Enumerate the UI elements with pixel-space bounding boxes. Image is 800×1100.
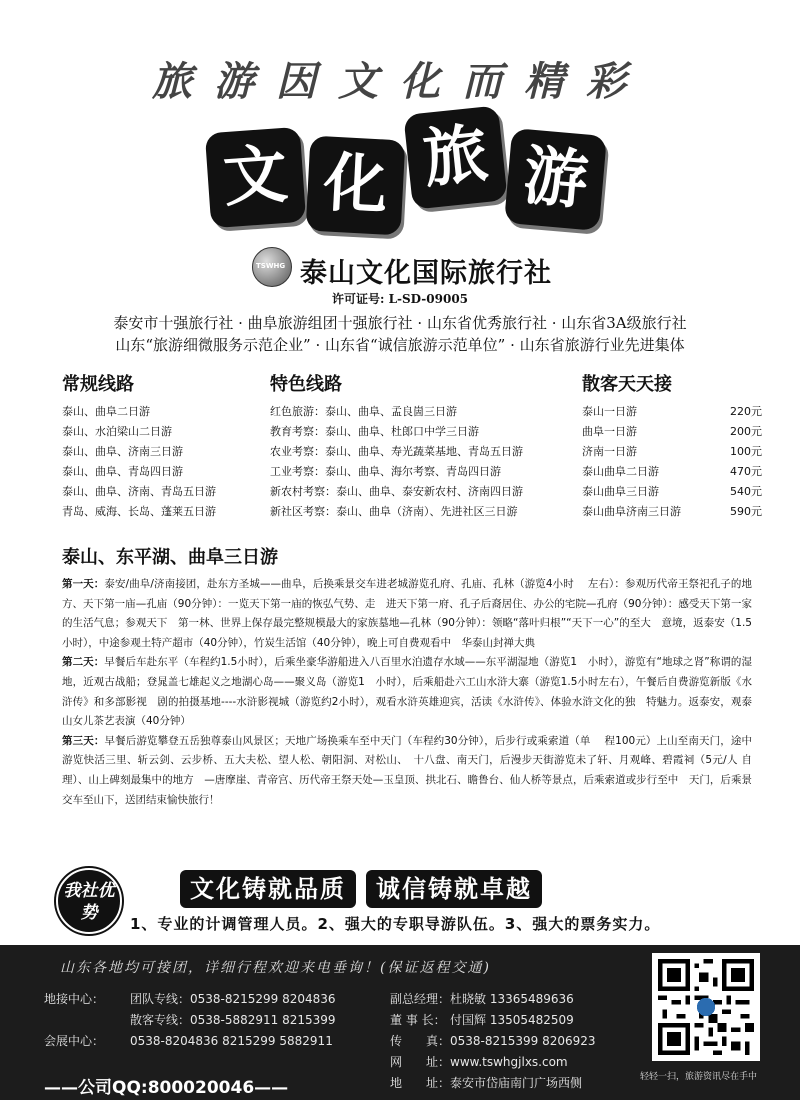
footer-intro: 山东各地均可接团，详细行程欢迎来电垂询！(保证返程交通) (60, 960, 491, 976)
itinerary-body (62, 575, 752, 810)
daily-tours (582, 370, 762, 522)
tour-price: 220元 (730, 405, 762, 418)
day-text: 早餐后车赴东平（车程约1.5小时），后乘坐豪华游船进入八百里水泊遗存水域——东平湖湿地（游览1 小时），游览有“地球之肾”称谓的湿地，近观古战船；登晁盖七雄起义之地湖心岛——聚义岛（游览1 小时），后乘船赴六工山水浒大寨（游览1.5小时左右），午餐后自费游览新版《水浒传》和多部影视 剧的拍摄基地----水浒影视城（游览约2小时），观看水浒英雄迎宾，活读《水浒传》、体验水浒文化的独 特魅力。返泰安，观泰山女儿茶艺表演（40分钟） (62, 656, 752, 728)
company-qq: ——公司QQ:800020046—— (44, 1078, 289, 1098)
contact-row (390, 1010, 596, 1031)
contact-row (390, 989, 596, 1010)
agency-name: 泰山文化国际旅行社 (300, 258, 552, 289)
list-item: 泰山、曲阜、济南三日游 (62, 445, 183, 458)
day-label: 第二天： (62, 656, 105, 669)
contact-value: 散客专线：0538-5882911 8215399 (130, 1013, 336, 1027)
tour-price: 100元 (730, 445, 762, 458)
tour-name: 曲阜一日游 (582, 425, 637, 438)
contact-label: 会展中心： (44, 1034, 105, 1048)
list-item: 泰山、曲阜二日游 (62, 405, 150, 418)
honors-line-1: 泰安市十强旅行社 · 曲阜旅游组团十强旅行社 · 山东省优秀旅行社 · 山东省3A级旅行社 (113, 314, 687, 332)
regular-routes (62, 370, 262, 522)
contact-value: 0538-8204836 8215299 5882911 (130, 1034, 333, 1048)
motto-left: 文化铸就品质 (180, 870, 356, 908)
title-char-3: 旅 (403, 105, 507, 209)
management-contacts (390, 989, 596, 1094)
tour-name: 泰山曲阜二日游 (582, 465, 659, 478)
title-char-4: 游 (504, 128, 607, 231)
list-item: 教育考察：泰山、曲阜、杜郎口中学三日游 (270, 425, 479, 438)
qr-caption: 轻轻一扫，旅游资讯尽在手中 (640, 1072, 758, 1082)
contact-label: 传 真： (390, 1034, 451, 1048)
contact-label: 地接中心： (44, 992, 105, 1006)
list-item: 红色旅游：泰山、曲阜、孟良崮三日游 (270, 405, 457, 418)
footer (0, 945, 800, 1100)
contact-label: 网 址： (390, 1055, 451, 1069)
contact-row (390, 1052, 596, 1073)
day-label: 第一天： (62, 578, 105, 590)
contact-centers (44, 989, 336, 1052)
contact-row (390, 1031, 596, 1052)
motto (180, 870, 542, 908)
contact-row (44, 1031, 336, 1052)
tour-name: 泰山曲阜济南三日游 (582, 505, 681, 518)
tour-name: 泰山一日游 (582, 405, 637, 418)
price-row (582, 442, 762, 462)
honors (0, 312, 800, 356)
day-text: 泰安/曲阜/济南接团，赴东方圣城——曲阜，后换乘景交车进老城游览孔府、孔庙、孔林（游览4小时 左右）：参观历代帝王祭祀孔子的地方、天下第一庙—孔庙（90分钟）：一览天下第一庙的恢弘气势、走 进天下第一府、孔子后裔居住、办公的宅院—孔府（90分钟）：感受天下第一家的生活气息；参观天下 第一林、世界上保存最完整规模最大的家族墓地—孔林（90分钟）：领略“落叶归根”“天下一心”的至大 意境，返泰安（1.5小时），中途参观土特产超市（40分钟），竹炭生活馆（40分钟），晚上可自费观看中 华泰山封禅大典 (62, 578, 752, 649)
honors-line-2: 山东“旅游细微服务示范企业” · 山东省“诚信旅游示范单位” · 山东省旅游行业先进集体 (115, 336, 685, 354)
tour-name: 济南一日游 (582, 445, 637, 458)
list-item: 新社区考察：泰山、曲阜（济南）、先进社区三日游 (270, 505, 518, 518)
list-item: 青岛、威海、长岛、蓬莱五日游 (62, 505, 216, 518)
title-char-2: 化 (306, 136, 406, 236)
list-item: 泰山、水泊梁山二日游 (62, 425, 172, 438)
contact-label: 副总经理： (390, 992, 451, 1006)
price-row (582, 462, 762, 482)
contact-value: 付国辉 13505482509 (450, 1013, 574, 1027)
list-item: 新农村考察：泰山、曲阜、泰安新农村、济南四日游 (270, 485, 523, 498)
itinerary-day-3 (62, 732, 752, 810)
list-item: 泰山、曲阜、济南、青岛五日游 (62, 485, 216, 498)
contact-value: 泰安市岱庙南门广场西侧 (450, 1076, 583, 1090)
tour-price: 470元 (730, 465, 762, 478)
contact-label: 董 事 长： (390, 1013, 446, 1027)
contact-label: 地 址： (390, 1076, 451, 1090)
title-char-1: 文 (205, 127, 306, 228)
tour-name: 泰山曲阜三日游 (582, 485, 659, 498)
daily-tours-title: 散客天天接 (582, 374, 672, 395)
list-item: 工业考察：泰山、曲阜、海尔考察、青岛四日游 (270, 465, 501, 478)
contact-value: 杜晓敏 13365489636 (450, 992, 574, 1006)
tour-price: 200元 (730, 425, 762, 438)
motto-right: 诚信铸就卓越 (366, 870, 542, 908)
license-number: 许可证号: L-SD-09005 (331, 292, 469, 306)
slogan: 旅游因文化而精彩 (152, 58, 648, 105)
regular-routes-title: 常规线路 (62, 374, 134, 395)
itinerary-day-2 (62, 653, 752, 731)
agency-logo-icon (252, 247, 292, 287)
special-routes (270, 370, 570, 522)
strengths: 1、专业的计调管理人员。2、强大的专职导游队伍。3、强大的票务实力。 (130, 915, 661, 933)
tour-price: 590元 (730, 505, 762, 518)
advantage-badge: 我社优势 (56, 868, 122, 934)
qr-code-icon[interactable] (652, 953, 760, 1061)
list-item: 农业考察：泰山、曲阜、寿光蔬菜基地、青岛五日游 (270, 445, 523, 458)
tour-price: 540元 (730, 485, 762, 498)
day-label: 第三天： (62, 734, 105, 747)
main-title (208, 100, 608, 230)
contact-label (44, 1010, 130, 1031)
list-item: 泰山、曲阜、青岛四日游 (62, 465, 183, 478)
itinerary-day-1 (62, 575, 752, 653)
price-row (582, 422, 762, 442)
contact-row (390, 1073, 596, 1094)
price-row (582, 502, 762, 522)
contact-value: 团队专线：0538-8215299 8204836 (130, 992, 336, 1006)
special-routes-title: 特色线路 (270, 374, 342, 395)
price-row (582, 402, 762, 422)
website-link[interactable]: www.tswhgjlxs.com (450, 1055, 568, 1069)
price-row (582, 482, 762, 502)
contact-value: 0538-8215399 8206923 (450, 1034, 596, 1048)
contact-row (44, 1010, 336, 1031)
day-text: 早餐后游览攀登五岳独尊泰山风景区；天地广场换乘车至中天门（车程约30分钟），后步行或乘索道（单 程100元）上山至南天门，途中游览快活三里、斩云剑、云步桥、五大夫松、望人松、朝阳洞、对松山、 十八盘、南天门，后漫步天街游览未了轩、月观峰、碧霞祠（5元/人 自理）、山上碑刻最集中的地方 —唐摩崖、青帝宫、历代帝王祭天处—玉皇顶、拱北石、瞻鲁台、仙人桥等景点，后乘索道或步行至中 天门，后乘景交车至山下，送团结束愉快旅行！ (62, 734, 752, 806)
contact-row (44, 989, 336, 1010)
itinerary-title: 泰山、东平湖、曲阜三日游 (62, 547, 278, 568)
